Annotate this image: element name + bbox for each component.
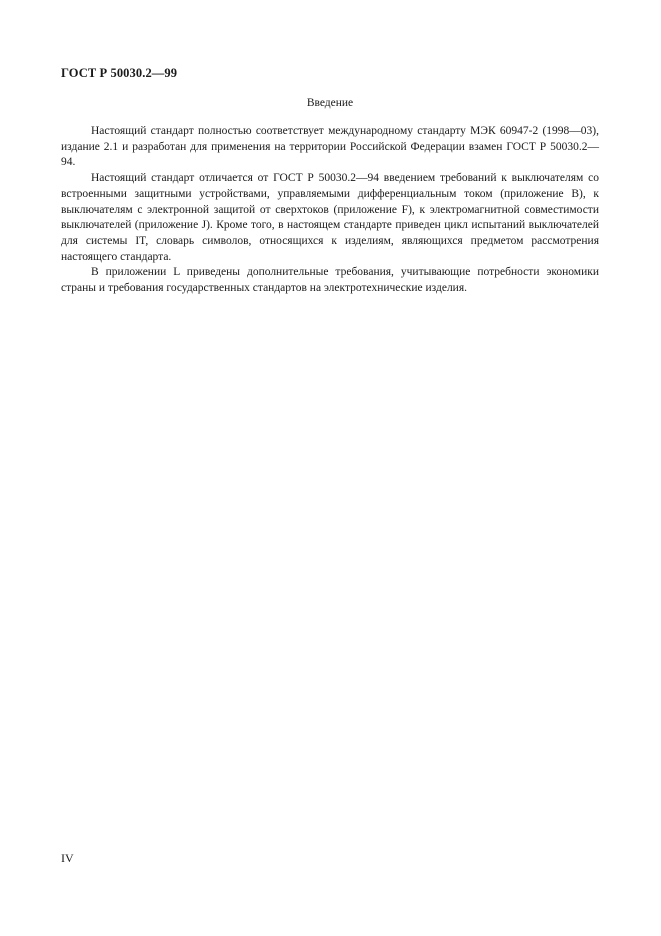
section-title: Введение: [306, 97, 354, 109]
page-number: IV: [61, 851, 74, 865]
paragraph-differences: Настоящий стандарт отличается от ГОСТ Р 50030.2—94 введением требований к выключателям со встроенными защитными устройствами, управляемыми дифференциальным током (приложение В), к выключателям с электронной защитой от сверхтоков (приложение F), к электромагнитной совместимости выключателей (приложение J). Кроме того, в настоящем стандарте приведен цикл испытаний выключателей для системы IT, словарь символов, относящихся к изделиям, являющихся предметом рассмотрения настоящего стандарта.: [61, 172, 599, 263]
paragraph-compliance: Настоящий стандарт полностью соответствует международному стандарту МЭК 60947-2 (1998—03), издание 2.1 и разработан для применения на территории Российской Федерации взамен ГОСТ Р 50030.2—94.: [61, 125, 599, 169]
paragraph-annex-l: В приложении L приведены дополнительные требования, учитывающие потребности экономики страны и требования государственных стандартов на электротехнические изделия.: [61, 266, 599, 295]
document-code-header: ГОСТ Р 50030.2—99: [61, 66, 178, 80]
introduction-body: [61, 124, 599, 297]
